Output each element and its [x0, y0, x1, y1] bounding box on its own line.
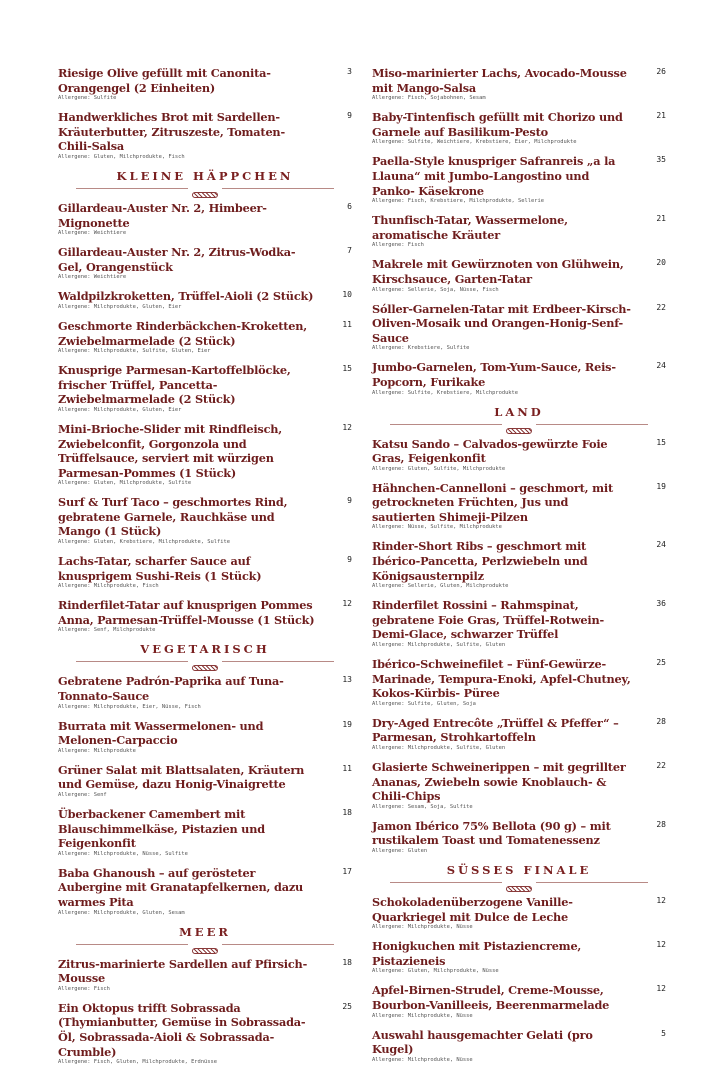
menu-item: [372, 360, 666, 396]
dish-price: 13: [342, 675, 352, 685]
dish-name: Ein Oktopus trifft Sobrassada (Thymianbutter, Gemüse in Sobrassada-Öl, Sobrassada-Aioli & Sobrassada-Crumble): [58, 1000, 306, 1059]
menu-item: [372, 257, 666, 293]
dish-name: Lachs-Tatar, scharfer Sauce auf knusprigem Sushi-Reis (1 Stück): [58, 554, 262, 583]
allergen-info: Allergene: Fisch, Gluten, Milchprodukte, Erdnüsse: [58, 1059, 218, 1066]
allergen-info: Allergene: Sesam, Soja, Sulfite: [372, 803, 473, 810]
dish-price: 10: [342, 290, 352, 300]
dish-name: Baby-Tintenfisch gefüllt mit Chorizo und Garnele auf Basilikum-Pesto: [372, 110, 623, 139]
dish-price: 26: [656, 67, 666, 76]
menu-item: [372, 598, 666, 649]
dish-name: Überbackener Camembert mit Blauschimmelkäse, Pistazien und Feigenkonfit: [58, 807, 265, 851]
menu-item: [372, 1028, 666, 1064]
menu-item: [58, 674, 352, 710]
menu-item: [372, 481, 666, 532]
allergen-info: Allergene: Sulfite, Weichtiere, Krebstiere, Eier, Milchprodukte: [372, 139, 577, 146]
dish-name: Waldpilzkroketten, Trüffel-Aioli (2 Stück): [58, 289, 314, 304]
dish-price: 11: [342, 763, 352, 773]
menu-item: [58, 957, 352, 993]
dish-name: Apfel-Birnen-Strudel, Creme-Mousse, Bourbon-Vanilleeis, Beerenmarmelade: [372, 983, 610, 1012]
menu-item: [58, 363, 352, 414]
dish-price: 12: [656, 984, 666, 994]
allergen-info: Allergene: Sulfite, Gluten, Soja: [372, 700, 476, 707]
allergen-info: Allergene: Weichtiere: [58, 274, 127, 281]
menu-column-right: [372, 66, 666, 1072]
dish-name: Sóller-Garnelen-Tatar mit Erdbeer-Kirsch-Oliven-Mosaik und Orangen-Honig-Senf-Sauce: [372, 301, 631, 345]
ornament-divider-icon: [58, 185, 352, 191]
dish-name: Riesige Olive gefüllt mit Canonita-Orangengel (2 Einheiten): [58, 66, 271, 95]
allergen-info: Allergene: Gluten, Milchprodukte, Nüsse: [372, 968, 499, 975]
menu-item: [372, 760, 666, 811]
allergen-info: Allergene: Gluten, Krebstiere, Milchprodukte, Sulfite: [58, 539, 231, 546]
allergen-info: Allergene: Milchprodukte, Sulfite, Gluten, Eier: [58, 348, 211, 355]
dish-price: 12: [656, 940, 666, 950]
dish-price: 3: [347, 67, 352, 76]
allergen-info: Allergene: Milchprodukte, Gluten, Eier: [58, 303, 182, 310]
dish-name: Baba Ghanoush – auf gerösteter Aubergine mit Granatapfelkernen, dazu warmes Pita: [58, 865, 304, 909]
dish-price: 25: [656, 658, 666, 668]
menu-item: [372, 895, 666, 931]
dish-name: Auswahl hausgemachter Gelati (pro Kugel): [372, 1027, 593, 1057]
dish-name: Knusprige Parmesan-Kartoffelblöcke, frischer Trüffel, Pancetta-Zwiebelmarmelade (2 Stück): [58, 363, 291, 407]
section-heading-susses-finale: [372, 863, 666, 885]
dish-name: Thunfisch-Tatar, Wassermelone, aromatische Kräuter: [372, 213, 568, 242]
dish-name: Rinder-Short Ribs – geschmort mit Ibérico-Pancetta, Perlzwiebeln und Königsausternpilz: [372, 539, 588, 583]
allergen-info: Allergene: Fisch: [372, 242, 424, 249]
allergen-info: Allergene: Nüsse, Sulfite, Milchprodukte: [372, 524, 502, 531]
menu-item: [58, 554, 352, 590]
section-title: KLEINE HÄPPCHEN: [116, 168, 294, 183]
menu-item: [372, 983, 666, 1019]
allergen-info: Allergene: Fisch, Sojabohnen, Sesam: [372, 95, 486, 102]
menu-item: [58, 866, 352, 917]
menu-item: [372, 213, 666, 249]
menu-item: [372, 657, 666, 708]
allergen-info: Allergene: Milchprodukte: [58, 747, 136, 754]
dish-price: 20: [656, 258, 666, 268]
menu-column-left: [58, 66, 352, 1074]
menu-item: [58, 110, 352, 161]
dish-name: Dry-Aged Entrecôte „Trüffel & Pfeffer“ – Parmesan, Strohkartoffeln: [372, 715, 619, 745]
dish-price: 21: [656, 214, 666, 224]
ornament-divider-icon: [372, 421, 666, 427]
dish-price: 7: [347, 246, 352, 256]
dish-name: Miso-marinierter Lachs, Avocado-Mousse mit Mango-Salsa: [372, 66, 627, 95]
dish-price: 12: [342, 599, 352, 609]
allergen-info: Allergene: Milchprodukte, Nüsse: [372, 924, 473, 931]
dish-price: 28: [656, 716, 666, 726]
allergen-info: Allergene: Milchprodukte, Sulfite, Gluten: [372, 745, 506, 751]
dish-name: Katsu Sando – Calvados-gewürzte Foie Gras, Feigenkonfit: [372, 436, 608, 466]
dish-price: 6: [347, 201, 352, 211]
allergen-info: Allergene: Gluten, Milchprodukte, Sulfite: [58, 480, 192, 487]
menu-item: [58, 598, 352, 634]
dish-name: Jamon Ibérico 75% Bellota (90 g) – mit rustikalem Toast und Tomatenessenz: [372, 818, 611, 848]
allergen-info: Allergene: Gluten: [372, 847, 428, 854]
allergen-info: Allergene: Milchprodukte, Nüsse: [372, 1012, 473, 1019]
menu-item: [58, 201, 352, 237]
allergen-info: Allergene: Gluten, Milchprodukte, Fisch: [58, 153, 185, 160]
menu-item: [58, 495, 352, 546]
allergen-info: Allergene: Krebstiere, Sulfite: [372, 345, 470, 352]
dish-price: 28: [656, 819, 666, 829]
allergen-info: Allergene: Milchprodukte, Eier, Nüsse, Fisch: [58, 703, 201, 710]
dish-price: 25: [342, 1001, 352, 1011]
dish-price: 12: [656, 895, 666, 905]
dish-price: 24: [656, 540, 666, 550]
dish-name: Zitrus-marinierte Sardellen auf Pfirsich-Mousse: [58, 956, 308, 986]
dish-name: Hähnchen-Cannelloni – geschmort, mit getrockneten Früchten, Jus und sautierten Shimeji-Pilzen: [372, 480, 613, 524]
dish-price: 17: [342, 866, 352, 876]
dish-name: Honigkuchen mit Pistaziencreme, Pistazieneis: [372, 939, 582, 968]
dish-price: 36: [656, 599, 666, 609]
dish-price: 35: [656, 155, 666, 165]
ornament-divider-icon: [58, 941, 352, 947]
menu-item: [372, 539, 666, 590]
section-heading-kleine-happchen: [58, 169, 352, 191]
section-heading-land: [372, 405, 666, 427]
menu-item: [58, 763, 352, 799]
menu-item: [58, 319, 352, 355]
menu-item: [58, 422, 352, 487]
dish-name: Burrata mit Wassermelonen- und Melonen-Carpaccio: [58, 718, 264, 748]
allergen-info: Allergene: Senf: [58, 792, 107, 798]
dish-price: 12: [342, 422, 352, 432]
menu-item: [58, 719, 352, 755]
dish-name: Schokoladenüberzogene Vanille-Quarkriegel mit Dulce de Leche: [372, 894, 573, 924]
menu-item: [58, 1001, 352, 1066]
dish-price: 15: [342, 364, 352, 374]
allergen-info: Allergene: Milchprodukte, Sulfite, Gluten: [372, 642, 506, 649]
allergen-info: Allergene: Milchprodukte, Fisch: [58, 583, 159, 590]
allergen-info: Allergene: Gluten, Sulfite, Milchprodukte: [372, 465, 506, 472]
dish-name: Surf & Turf Taco – geschmortes Rind, gebratene Garnele, Rauchkäse und Mango (1 Stück): [58, 495, 288, 539]
dish-name: Ibérico-Schweinefilet – Fünf-Gewürze-Marinade, Tempura-Enoki, Apfel-Chutney, Kokos-Kürbis- Püree: [372, 657, 631, 701]
dish-name: Makrele mit Gewürznoten von Glühwein, Kirschsauce, Garten-Tatar: [372, 257, 624, 286]
allergen-info: Allergene: Milchprodukte, Gluten, Sesam: [58, 909, 185, 916]
dish-name: Jumbo-Garnelen, Tom-Yum-Sauce, Reis-Popcorn, Furikake: [372, 360, 616, 389]
allergen-info: Allergene: Sulfite, Krebstiere, Milchprodukte: [372, 389, 519, 396]
menu-item: [372, 819, 666, 855]
dish-price: 9: [347, 111, 352, 121]
dish-price: 22: [656, 761, 666, 770]
menu-item: [58, 807, 352, 858]
allergen-info: Allergene: Milchprodukte, Gluten, Eier: [58, 406, 182, 413]
dish-price: 9: [347, 555, 352, 565]
dish-name: Handwerkliches Brot mit Sardellen-Kräuterbutter, Zitruszeste, Tomaten-Chili-Salsa: [58, 110, 285, 154]
section-title: MEER: [179, 924, 231, 939]
dish-price: 15: [656, 437, 666, 447]
section-title: VEGETARISCH: [140, 642, 270, 657]
dish-name: Mini-Brioche-Slider mit Rindfleisch, Zwiebelconfit, Gorgonzola und Trüffelsauce, serviert mit würzigen Parmesan-Pommes (1 Stück): [58, 421, 283, 480]
ornament-divider-icon: [372, 879, 666, 885]
dish-price: 11: [342, 319, 352, 329]
menu-item: [372, 154, 666, 205]
section-title: SÜSSES FINALE: [446, 862, 592, 877]
allergen-info: Allergene: Fisch: [58, 985, 110, 992]
allergen-info: Allergene: Senf, Milchprodukte: [58, 627, 156, 634]
allergen-info: Allergene: Sellerie, Gluten, Milchprodukte: [372, 583, 509, 590]
menu-item: [372, 110, 666, 146]
menu-item: [58, 245, 352, 281]
menu-item: [372, 716, 666, 752]
allergen-info: Allergene: Milchprodukte, Nüsse: [372, 1056, 473, 1063]
dish-price: 24: [656, 361, 666, 371]
dish-price: 22: [656, 302, 666, 312]
menu-item: [372, 939, 666, 975]
dish-price: 9: [347, 496, 352, 506]
dish-price: 19: [342, 719, 352, 729]
menu-item: [58, 66, 352, 102]
section-title: LAND: [494, 404, 544, 419]
dish-price: 18: [342, 808, 352, 817]
dish-price: 19: [656, 481, 666, 491]
dish-name: Gillardeau-Auster Nr. 2, Zitrus-Wodka-Gel, Orangenstück: [58, 245, 296, 274]
dish-price: 21: [656, 111, 666, 121]
dish-name: Geschmorte Rinderbäckchen-Kroketten, Zwiebelmarmelade (2 Stück): [58, 318, 307, 348]
menu-item: [372, 437, 666, 473]
dish-name: Gebratene Padrón-Paprika auf Tuna-Tonnato-Sauce: [58, 674, 284, 704]
ornament-divider-icon: [58, 658, 352, 664]
section-heading-vegetarisch: [58, 642, 352, 664]
dish-price: 18: [342, 957, 352, 967]
dish-name: Rinderfilet Rossini – Rahmspinat, gebratene Foie Gras, Trüffel-Rotwein-Demi-Glace, schwarzer Trüffel: [372, 598, 604, 642]
dish-name: Gillardeau-Auster Nr. 2, Himbeer-Mignonette: [58, 200, 267, 230]
allergen-info: Allergene: Fisch, Krebstiere, Milchprodukte, Sellerie: [372, 198, 545, 205]
menu-item: [372, 66, 666, 102]
dish-name: Glasierte Schweinerippen – mit gegrillter Ananas, Zwiebeln sowie Knoblauch- & Chili-Chips: [372, 760, 626, 804]
menu-item: [372, 302, 666, 353]
allergen-info: Allergene: Milchprodukte, Nüsse, Sulfite: [58, 850, 188, 857]
dish-price: 5: [661, 1028, 666, 1038]
allergen-info: Allergene: Sulfite: [58, 95, 117, 102]
allergen-info: Allergene: Sellerie, Soja, Nüsse, Fisch: [372, 286, 499, 293]
dish-name: Grüner Salat mit Blattsalaten, Kräutern und Gemüse, dazu Honig-Vinaigrette: [58, 762, 305, 792]
dish-name: Rinderfilet-Tatar auf knusprigen Pommes Anna, Parmesan-Trüffel-Mousse (1 Stück): [58, 598, 315, 627]
menu-item: [58, 289, 352, 311]
dish-name: Paella-Style knuspriger Safranreis „a la Llauna“ mit Jumbo-Langostino und Panko- Käsekrone: [372, 154, 616, 198]
section-heading-meer: [58, 925, 352, 947]
allergen-info: Allergene: Weichtiere: [58, 230, 127, 237]
